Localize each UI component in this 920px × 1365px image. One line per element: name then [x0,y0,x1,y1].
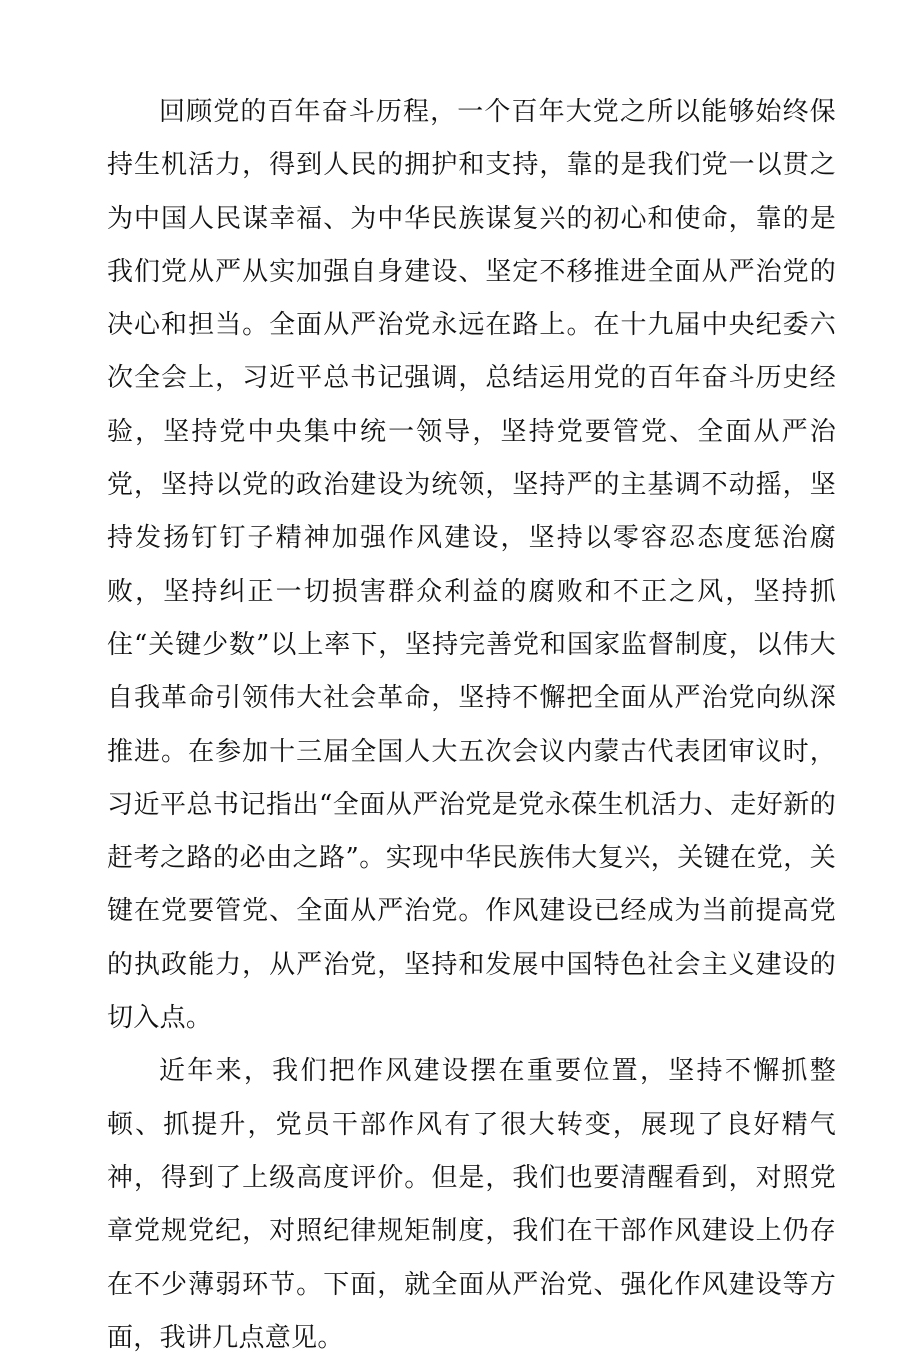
body-paragraph-2: 近年来，我们把作风建设摆在重要位置，坚持不懈抓整顿、抓提升，党员干部作风有了很大转变，展现了良好精气神，得到了上级高度评价。但是，我们也要清醒看到，对照党章党规党纪，对照纪律规矩制度，我们在干部作风建设上仍存在不少薄弱环节。下面，就全面从严治党、强化作风建设等方面，我讲几点意见。 [107,1056,836,1353]
body-paragraph-1: 回顾党的百年奋斗历程，一个百年大党之所以能够始终保持生机活力，得到人民的拥护和支持，靠的是我们党一以贯之为中国人民谋幸福、为中华民族谋复兴的初心和使命，靠的是我们党从严从实加强自身建设、坚定不移推进全面从严治党的决心和担当。全面从严治党永远在路上。在十九届中央纪委六次全会上，习近平总书记强调，总结运用党的百年奋斗历史经验，坚持党中央集中统一领导，坚持党要管党、全面从严治党，坚持以党的政治建设为统领，坚持严的主基调不动摇，坚持发扬钉钉子精神加强作风建设，坚持以零容忍态度惩治腐败，坚持纠正一切损害群众利益的腐败和不正之风，坚持抓住“关键少数”以上率下，坚持完善党和国家监督制度，以伟大自我革命引领伟大社会革命，坚持不懈把全面从严治党向纵深推进。在参加十三届全国人大五次会议内蒙古代表团审议时，习近平总书记指出“全面从严治党是党永葆生机活力、走好新的赶考之路的必由之路”。实现中华民族伟大复兴，关键在党，关键在党要管党、全面从严治党。作风建设已经成为当前提高党的执政能力，从严治党，坚持和发展中国特色社会主义建设的切入点。 [107,97,836,1034]
